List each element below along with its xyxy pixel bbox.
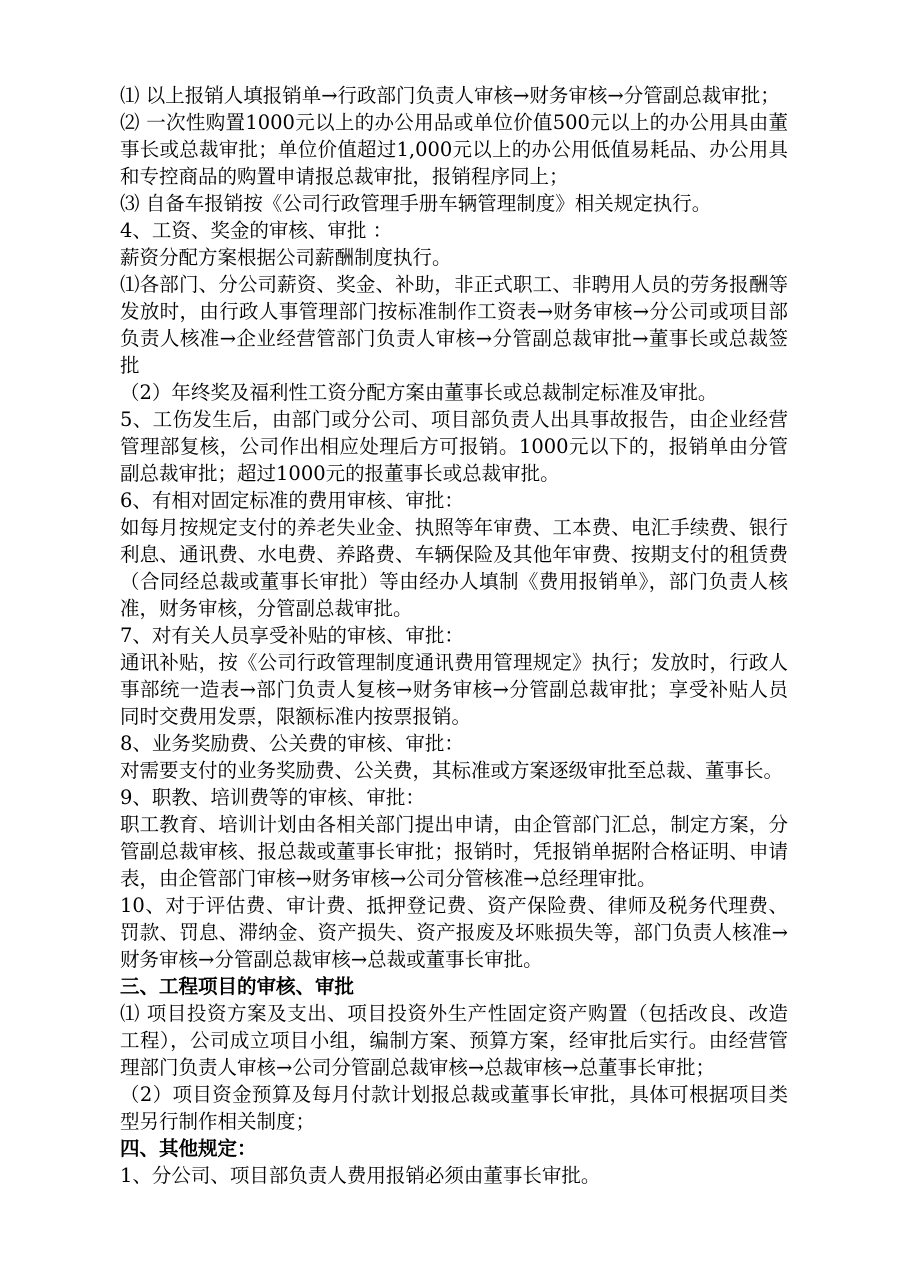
section-7-title: 7、对有关人员享受补贴的审核、审批： [120,624,464,647]
section-4-item-1: ⑴各部门、分公司薪资、奖金、补助，非正式职工、非聘用人员的劳务报酬等发放时，由行政人事管理部门按标准制作工资表→财务审核→分公司或项目部负责人核准→企业经营管部门负责人审核→分管副总裁审批→董事长或总裁签批 [120,273,788,377]
section-10-paragraph: 10、对于评估费、审计费、抵押登记费、资产保险费、律师及税务代理费、罚款、罚息、滞纳金、资产损失、资产报废及坏账损失等，部门负责人核准→财务审核→分管副总裁审核→总裁或董事长审批。 [120,894,788,971]
approval-flow-item-1: ⑴ 以上报销人填报销单→行政部门负责人审核→财务审核→分管副总裁审批； [120,84,780,107]
section-6-title: 6、有相对固定标准的费用审核、审批： [120,489,464,512]
section-8-title: 8、业务奖励费、公关费的审核、审批： [120,732,464,755]
section-7-body: 通讯补贴，按《公司行政管理制度通讯费用管理规定》执行；发放时，行政人事部统一造表→部门负责人复核→财务审核→分管副总裁审批；享受补贴人员同时交费用发票，限额标准内按票报销。 [120,651,788,728]
approval-flow-item-3: ⑶ 自备车报销按《公司行政管理手册车辆管理制度》相关规定执行。 [120,192,712,215]
section-9-title: 9、职教、培训费等的审核、审批： [120,786,425,809]
heading-engineering-projects: 三、工程项目的审核、审批 [120,975,355,998]
engineering-item-2: （2）项目资金预算及每月付款计划报总裁或董事长审批，具体可根据项目类型另行制作相关制度； [120,1083,788,1133]
section-6-body: 如每月按规定支付的养老失业金、执照等年审费、工本费、电汇手续费、银行利息、通讯费、水电费、养路费、车辆保险及其他年审费、按期支付的租赁费（合同经总裁或董事长审批）等由经办人填制《费用报销单》，部门负责人核准，财务审核，分管副总裁审批。 [120,516,788,620]
section-4-item-2: （2）年终奖及福利性工资分配方案由董事长或总裁制定标准及审批。 [120,381,718,404]
section-8-body: 对需要支付的业务奖励费、公关费，其标准或方案逐级审批至总裁、董事长。 [120,759,784,782]
other-rule-1: 1、分公司、项目部负责人费用报销必须由董事长审批。 [120,1164,601,1187]
section-9-body: 职工教育、培训计划由各相关部门提出申请，由企管部门汇总，制定方案，分管副总裁审核、报总裁或董事长审批；报销时，凭报销单据附合格证明、申请表，由企管部门审核→财务审核→公司分管核准→总经理审批。 [120,813,788,890]
heading-other-rules: 四、其他规定： [120,1137,257,1160]
document-page [120,82,788,1189]
section-4-title: 4、工资、奖金的审核、审批 ： [120,219,393,242]
engineering-item-1: ⑴ 项目投资方案及支出、项目投资外生产性固定资产购置（包括改良、改造工程），公司成立项目小组，编制方案、预算方案，经审批后实行。由经营管理部门负责人审核→公司分管副总裁审核→总裁审核→总董事长审批； [120,1002,788,1079]
approval-flow-item-2: ⑵ 一次性购置1000元以上的办公用品或单位价值500元以上的办公用具由董事长或总裁审批；单位价值超过1,000元以上的办公用低值易耗品、办公用具和专控商品的购置申请报总裁审批，报销程序同上； [120,111,788,188]
section-4-intro: 薪资分配方案根据公司薪酬制度执行。 [120,246,452,269]
section-5-paragraph: 5、工伤发生后，由部门或分公司、项目部负责人出具事故报告，由企业经营管理部复核，公司作出相应处理后方可报销。1000元以下的，报销单由分管副总裁审批；超过1000元的报董事长或总裁审批。 [120,408,788,485]
